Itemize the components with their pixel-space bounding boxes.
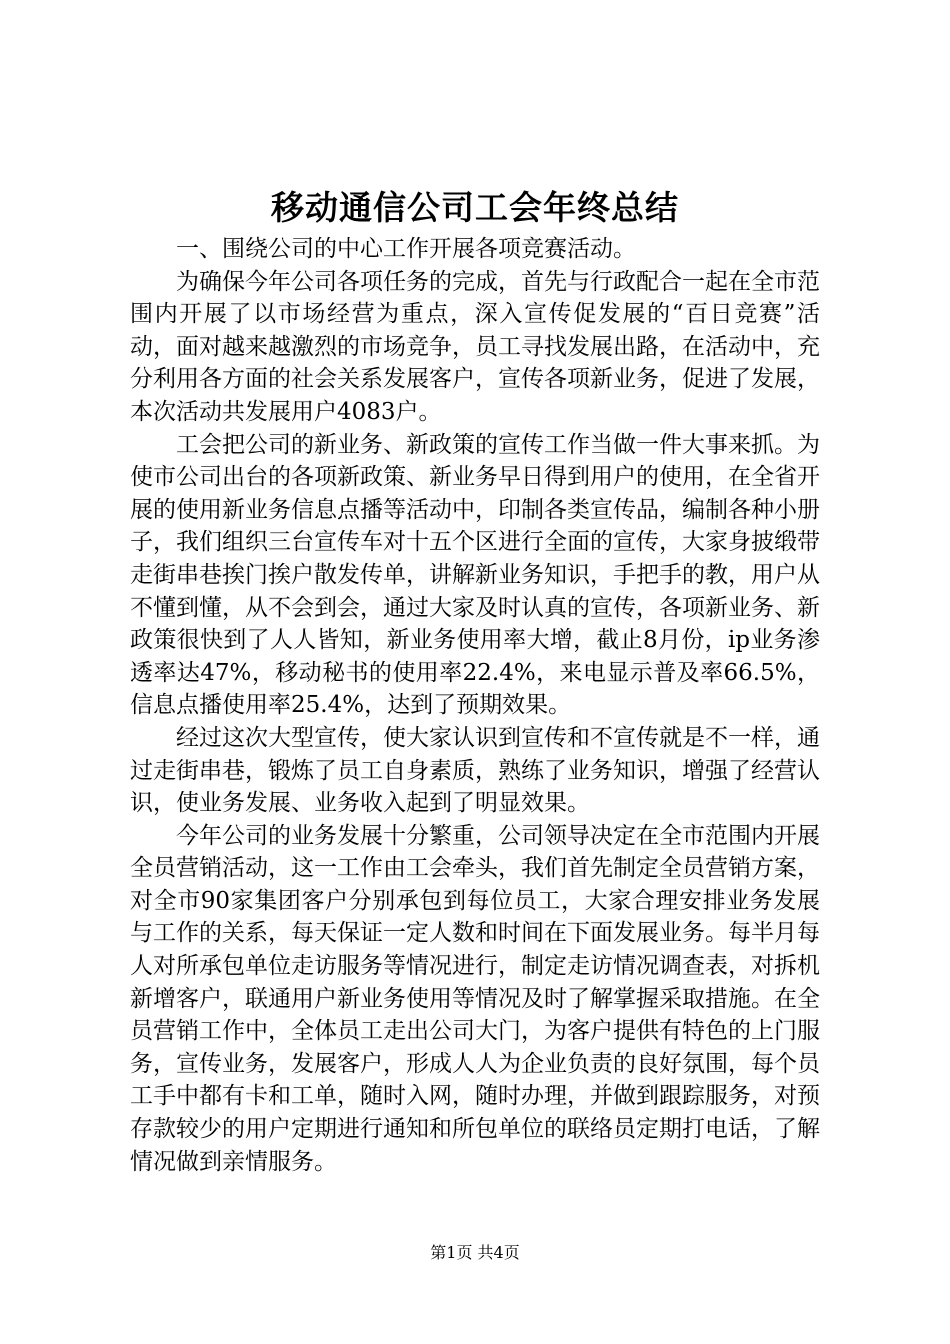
paragraph: 今年公司的业务发展十分繁重，公司领导决定在全市范围内开展全员营销活动，这一工作由工会牵头，我们首先制定全员营销方案，对全市90家集团客户分别承包到每位员工，大家合理安排业务发展与工作的关系，每天保证一定人数和时间在下面发展业务。每半月每人对所承包单位走访服务等情况进行，制定走访情况调查表，对拆机新增客户，联通用户新业务使用等情况及时了解掌握采取措施。在全员营销工作中，全体员工走出公司大门，为客户提供有特色的上门服务，宣传业务，发展客户，形成人人为企业负责的良好氛围，每个员工手中都有卡和工单，随时入网，随时办理，并做到跟踪服务，对预存款较少的用户定期进行通知和所包单位的联络员定期打电话，了解情况做到亲情服务。 <box>130 822 820 1175</box>
document-body <box>130 233 820 1178</box>
section-heading: 一、围绕公司的中心工作开展各项竞赛活动。 <box>176 236 636 262</box>
page-number-footer: 第1页 共4页 <box>430 1243 520 1262</box>
paragraph: 经过这次大型宣传，使大家认识到宣传和不宣传就是不一样，通过走街串巷，锻炼了员工自身素质，熟练了业务知识，增强了经营认识，使业务发展、业务收入起到了明显效果。 <box>130 724 820 817</box>
paragraph: 工会把公司的新业务、新政策的宣传工作当做一件大事来抓。为使市公司出台的各项新政策、新业务早日得到用户的使用，在全省开展的使用新业务信息点播等活动中，印制各类宣传品，编制各种小册子，我们组织三台宣传车对十五个区进行全面的宣传，大家身披缎带走街串巷挨门挨户散发传单，讲解新业务知识，手把手的教，用户从不懂到懂，从不会到会，通过大家及时认真的宣传，各项新业务、新政策很快到了人人皆知，新业务使用率大增，截止8月份，ip业务渗透率达47%，移动秘书的使用率22.4%，来电显示普及率66.5%，信息点播使用率25.4%，达到了预期效果。 <box>130 431 820 719</box>
paragraph: 为确保今年公司各项任务的完成，首先与行政配合一起在全市范围内开展了以市场经营为重点，深入宣传促发展的“百日竞赛”活动，面对越来越激烈的市场竞争，员工寻找发展出路，在活动中，充分利用各方面的社会关系发展客户，宣传各项新业务，促进了发展，本次活动共发展用户4083户。 <box>130 268 820 425</box>
document-title: 移动通信公司工会年终总结 <box>271 188 679 227</box>
